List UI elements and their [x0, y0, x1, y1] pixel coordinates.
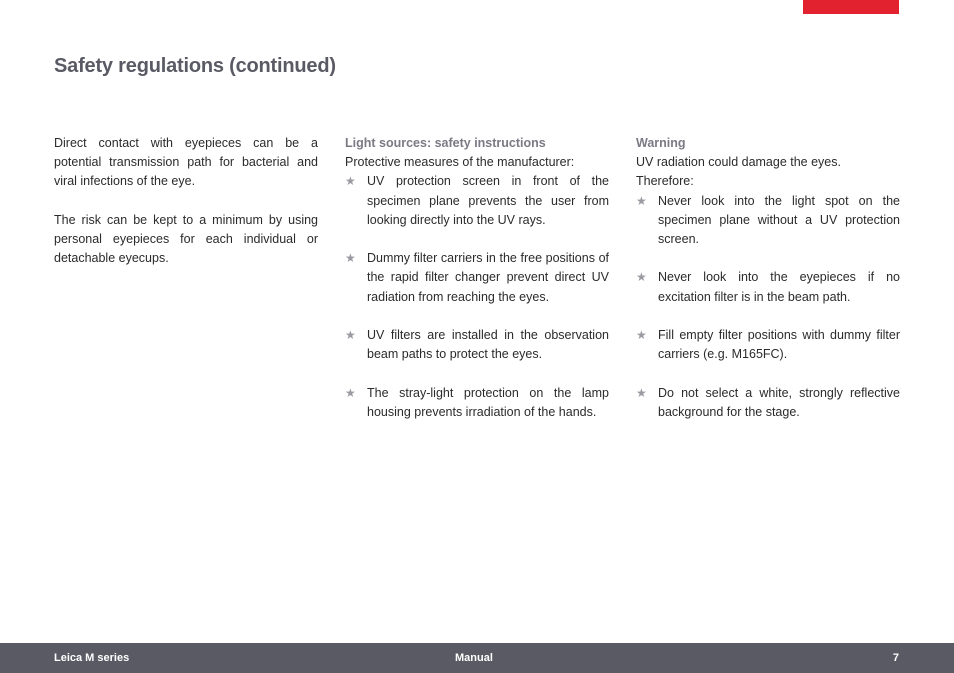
page-footer — [0, 643, 954, 673]
list-item-text: Dummy filter carriers in the free positions of the rapid filter changer prevent direct UV radiation from reaching the eyes. — [367, 251, 609, 304]
bullet-list — [636, 192, 900, 422]
footer-product: Leica M series — [54, 652, 130, 664]
star-icon: ★ — [636, 385, 647, 400]
list-item — [345, 384, 609, 422]
star-icon: ★ — [636, 270, 647, 285]
list-item — [345, 249, 609, 307]
star-icon: ★ — [345, 385, 356, 400]
section-intro: Protective measures of the manufacturer: — [345, 155, 575, 170]
list-item-text: UV protection screen in front of the specimen plane prevents the user from looking directly into the UV rays. — [367, 174, 609, 227]
page-number: 7 — [892, 652, 899, 664]
list-item — [636, 268, 900, 306]
list-item — [345, 172, 609, 230]
page-title: Safety regulations (continued) — [54, 55, 336, 77]
list-item-text: UV filters are installed in the observation beam paths to protect the eyes. — [367, 328, 609, 362]
bullet-list — [345, 172, 609, 422]
red-tab-marker — [803, 0, 899, 14]
list-item — [345, 326, 609, 364]
footer-doc-type: Manual — [455, 652, 493, 664]
star-icon: ★ — [345, 251, 356, 266]
list-item — [636, 192, 900, 250]
column-left — [54, 134, 318, 268]
star-icon: ★ — [345, 328, 356, 342]
list-item — [636, 326, 900, 364]
star-icon: ★ — [636, 193, 647, 208]
list-item-text: Never look into the light spot on the specimen plane without a UV protection screen. — [658, 193, 900, 247]
star-icon: ★ — [345, 174, 356, 189]
list-item-text: The stray-light protection on the lamp housing prevents irradiation of the hands. — [367, 385, 609, 419]
list-item-text: Never look into the eyepieces if no excitation filter is in the beam path. — [658, 270, 900, 304]
star-icon: ★ — [636, 328, 647, 342]
list-item-text: Do not select a white, strongly reflective background for the stage. — [658, 385, 900, 419]
section-heading: Light sources: safety instructions — [345, 136, 546, 150]
section-intro: UV radiation could damage the eyes. Therefore: — [636, 155, 841, 189]
list-item — [636, 384, 900, 422]
paragraph: The risk can be kept to a minimum by using personal eyepieces for each individual or detachable eyecups. — [54, 212, 318, 266]
warning-heading: Warning — [636, 136, 686, 150]
list-item-text: Fill empty filter positions with dummy filter carriers (e.g. M165FC). — [658, 328, 900, 362]
column-middle — [345, 134, 609, 422]
paragraph: Direct contact with eyepieces can be a potential transmission path for bacterial and viral infections of the eye. — [54, 136, 318, 189]
column-right — [636, 134, 900, 422]
